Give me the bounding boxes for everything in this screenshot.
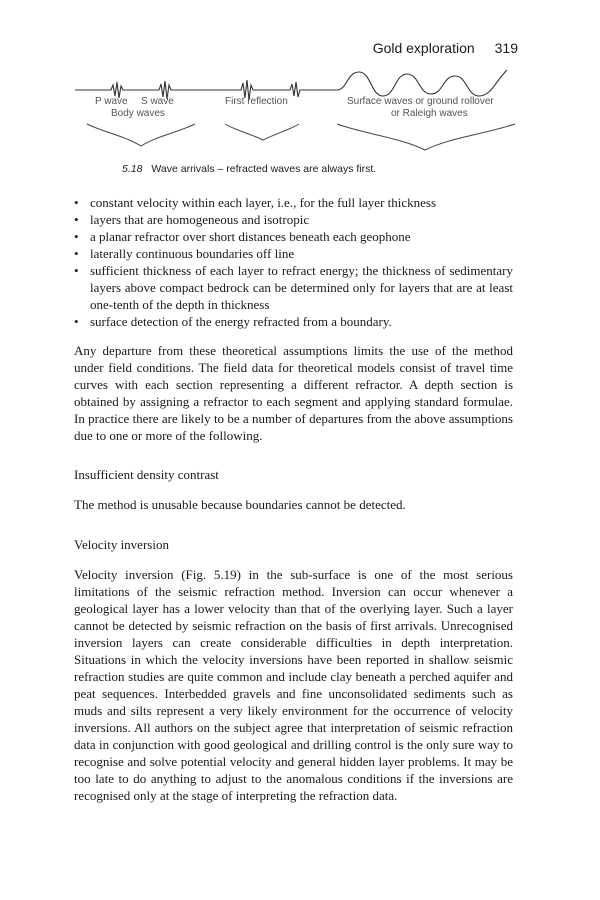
list-item: • laterally continuous boundaries off line — [74, 245, 513, 262]
list-item: • a planar refractor over short distances beneath each geophone — [74, 228, 513, 245]
list-item: • sufficient thickness of each layer to refract energy; the thickness of sedimentary layers above compact bedrock can be determined only for layers that are at least one-tenth of the depth in thickness — [74, 262, 513, 313]
section-heading: Velocity inversion — [74, 537, 169, 552]
paragraph: Velocity inversion (Fig. 5.19) in the sub-surface is one of the most serious limitations of the seismic refraction method. Inversion can occur whenever a geological layer has a lower velocity than that of the overlying layer. Such a layer cannot be detected by seismic refraction on the basis of first arrivals. Unrecognised inversion layers can create considerable difficulties in depth interpretation. Situations in which the velocity inversions have been reported in shallow seismic refraction studies are quite common and include clay beneath a perched aquifer and peat sequences. Interbedded gravels and fine unconsolidated sediments such as muds and silts represent a very likely environment for the occurrence of velocity inversions. All authors on the subject agree that interpretation of seismic refraction data in conjunction with good geological and drilling control is the only sure way to recognise and solve potential velocity and general hidden layer problems. It may be too late to do anything to adjust to the anomalous conditions if the inversions are recognised only at the stage of interpreting the refraction data. — [74, 567, 513, 803]
p-wave-label: P wave — [95, 96, 128, 107]
s-wave-label: S wave — [141, 96, 174, 107]
body-waves-label: Body waves — [111, 108, 165, 119]
figure-caption — [122, 163, 376, 175]
surface-waves-label-line1: Surface waves or ground rollover — [347, 96, 494, 107]
caption-text: Wave arrivals – refracted waves are always first. — [151, 163, 377, 175]
surface-waves-label-line2: or Raleigh waves — [391, 108, 468, 119]
list-item: • surface detection of the energy refracted from a boundary. — [74, 313, 513, 330]
page-number: 319 — [494, 40, 518, 56]
list-item: • constant velocity within each layer, i.e., for the full layer thickness — [74, 194, 513, 211]
paragraph: The method is unusable because boundaries cannot be detected. — [74, 497, 406, 512]
list-item: • layers that are homogeneous and isotropic — [74, 211, 513, 228]
body-waves-bracket — [87, 124, 195, 146]
first-reflection-bracket — [225, 124, 299, 140]
section-heading: Insufficient density contrast — [74, 467, 219, 482]
surface-waves-bracket — [337, 124, 515, 150]
first-reflection-label: First reflection — [225, 96, 288, 107]
assumption-list — [74, 194, 513, 330]
paragraph: Any departure from these theoretical assumptions limits the use of the method under field conditions. The field data for theoretical models consist of travel time curves with each section representing a different refractor. A depth section is obtained by assigning a refractor to each segment and applying standard formulae. In practice there are likely to be a number of departures from the above assumptions due to one or more of the following. — [74, 343, 513, 443]
header-title: Gold exploration — [372, 40, 475, 56]
running-header — [373, 40, 518, 56]
figure-number: 5.18 — [122, 163, 143, 175]
body-text — [74, 194, 513, 804]
wave-arrivals-figure — [75, 68, 520, 178]
